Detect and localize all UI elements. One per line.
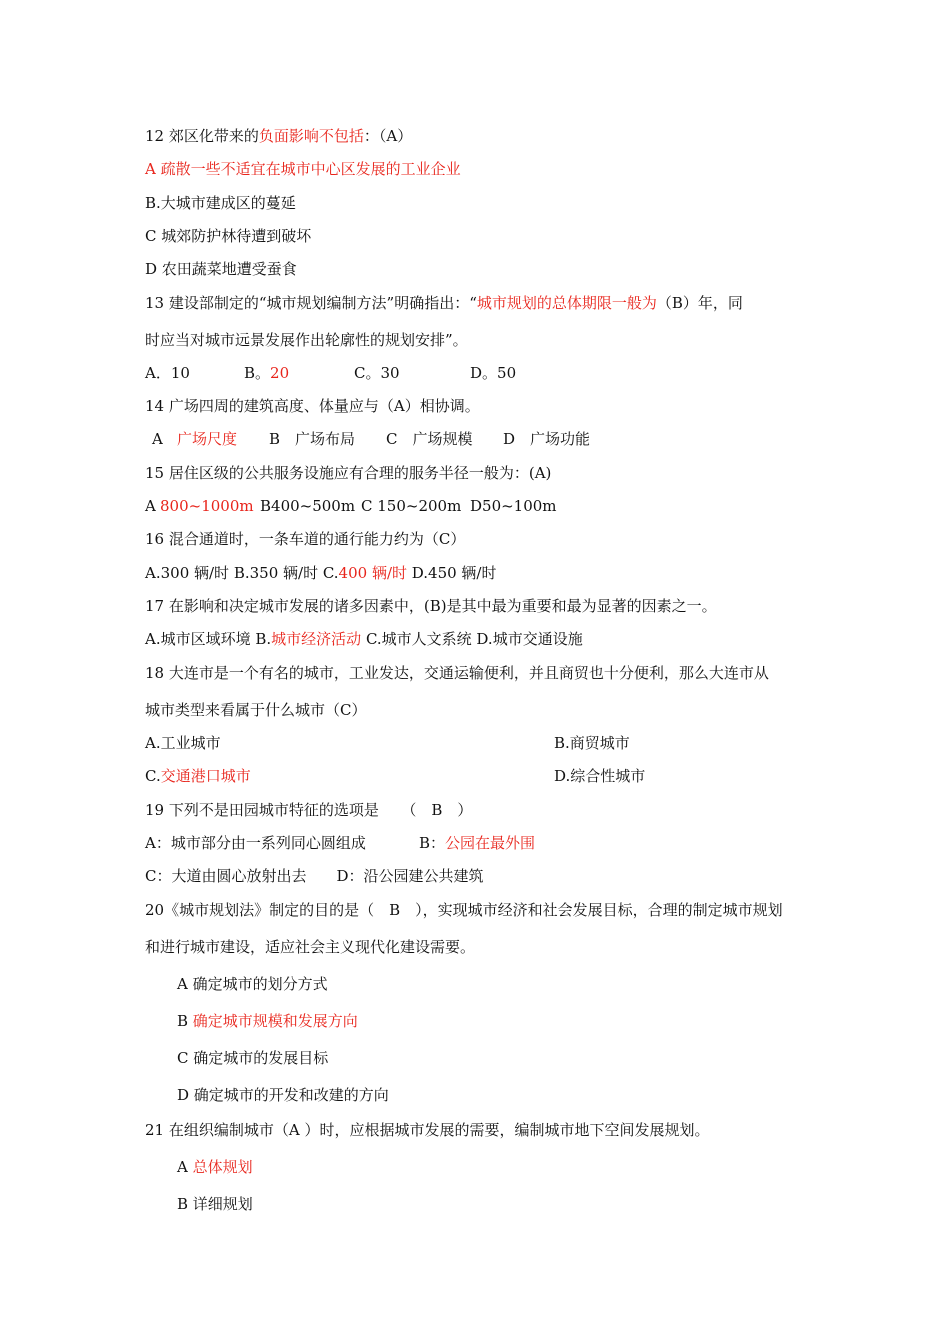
q13-stem-line1 — [145, 293, 743, 313]
q15-option-a-value: 800~1000m — [160, 497, 254, 515]
q21-option-b: B 详细规划 — [177, 1195, 253, 1213]
q14-option-a-value: 广场尺度 — [177, 430, 238, 448]
q21-option-a-value: 总体规划 — [192, 1158, 253, 1176]
q13-stem-line2: 时应当对城市远景发展作出轮廓性的规划安排”。 — [145, 331, 468, 349]
q18-option-d: D.综合性城市 — [554, 767, 646, 785]
q12-stem — [145, 126, 412, 146]
q19-option-b-label: B： — [419, 834, 446, 852]
q13-option-b — [244, 363, 289, 383]
q19-option-a: A：城市部分由一系列同心圆组成 — [145, 834, 366, 852]
q13-option-b-value: 20 — [270, 364, 290, 382]
q18-stem-line1: 18 大连市是一个有名的城市，工业发达，交通运输便利，并且商贸也十分便利，那么大连市从 — [145, 664, 769, 682]
q14-option-b: B 广场布局 — [269, 430, 356, 448]
q13-option-a: A．10 — [145, 364, 190, 382]
q15-option-a-label: A — [145, 497, 156, 515]
q18-stem-line2: 城市类型来看属于什么城市（C） — [145, 701, 367, 719]
q12-stem-text: 12 郊区化带来的 — [145, 127, 259, 145]
q15-option-c: C 150~200m — [361, 497, 462, 515]
q12-option-c: C 城郊防护林待遭到破坏 — [145, 227, 312, 245]
q16-answer: 400 辆/时 — [338, 564, 407, 582]
q19-options-cd: C：大道由圆心放射出去 D：沿公园建公共建筑 — [145, 867, 484, 885]
q20-option-c: C 确定城市的发展目标 — [177, 1049, 329, 1067]
q15-option-b: B400~500m — [260, 497, 356, 515]
q14-stem: 14 广场四周的建筑高度、体量应与（A）相协调。 — [145, 397, 480, 415]
q17-options — [145, 629, 583, 649]
q16-options-ab: A.300 辆/时 B.350 辆/时 C. — [145, 564, 339, 582]
q12-highlight: 负面影响不包括 — [258, 127, 364, 145]
q13-answer: （B）年，同 — [656, 294, 743, 312]
q13-option-c: C。30 — [354, 364, 400, 382]
q20-option-b — [177, 1011, 358, 1031]
q21-option-a — [177, 1157, 253, 1177]
q16-stem: 16 混合通道时，一条车道的通行能力约为（C） — [145, 530, 466, 548]
q16-option-d: D.450 辆/时 — [407, 564, 497, 582]
q19-stem: 19 下列不是田园城市特征的选项是 （ B ） — [145, 801, 473, 819]
q18-option-c-value: 交通港口城市 — [160, 767, 251, 785]
q17-stem: 17 在影响和决定城市发展的诸多因素中，(B)是其中最为重要和最为显著的因素之一。 — [145, 597, 717, 615]
q12-option-d: D 农田蔬菜地遭受蚕食 — [145, 260, 297, 278]
q21-stem: 21 在组织编制城市（A ）时，应根据城市发展的需要，编制城市地下空间发展规划。 — [145, 1121, 710, 1139]
q15-stem: 15 居住区级的公共服务设施应有合理的服务半径一般为：(A) — [145, 464, 552, 482]
q18-option-a: A.工业城市 — [145, 734, 221, 752]
q13-option-b-label: B。 — [244, 364, 271, 382]
q20-option-b-label: B — [177, 1012, 193, 1030]
q14-option-c: C 广场规模 — [386, 430, 473, 448]
q19-option-b — [419, 833, 535, 853]
q20-stem-line1: 20《城市规划法》制定的目的是（ B ），实现城市经济和社会发展目标，合理的制定城市规划 — [145, 901, 783, 919]
q20-option-a: A 确定城市的划分方式 — [177, 975, 328, 993]
q14-option-a-label: A — [152, 430, 163, 448]
q20-stem-line2: 和进行城市建设，适应社会主义现代化建设需要。 — [145, 938, 476, 956]
q13-text: 13 建设部制定的“城市规划编制方法”明确指出：“ — [145, 294, 477, 312]
q20-option-b-value: 确定城市规模和发展方向 — [192, 1012, 358, 1030]
q19-option-b-value: 公园在最外围 — [445, 834, 536, 852]
q13-option-d: D。50 — [470, 364, 517, 382]
q12-option-b: B.大城市建成区的蔓延 — [145, 194, 296, 212]
q12-answer: ：（A） — [363, 127, 413, 145]
q14-option-d: D 广场功能 — [503, 430, 591, 448]
q17-option-a: A.城市区域环境 B. — [145, 630, 272, 648]
q12-option-a: A 疏散一些不适宜在城市中心区发展的工业企业 — [145, 160, 461, 178]
q17-answer: 城市经济活动 — [271, 630, 362, 648]
q18-option-b: B.商贸城市 — [554, 734, 630, 752]
q17-options-cd: C.城市人文系统 D.城市交通设施 — [361, 630, 583, 648]
q21-option-a-label: A — [177, 1158, 193, 1176]
q20-option-d: D 确定城市的开发和改建的方向 — [177, 1086, 389, 1104]
q13-highlight: 城市规划的总体期限一般为 — [476, 294, 657, 312]
q18-option-c-label: C. — [145, 767, 161, 785]
q18-option-c — [145, 766, 251, 786]
q16-options — [145, 563, 496, 583]
q15-option-d: D50~100m — [470, 497, 557, 515]
